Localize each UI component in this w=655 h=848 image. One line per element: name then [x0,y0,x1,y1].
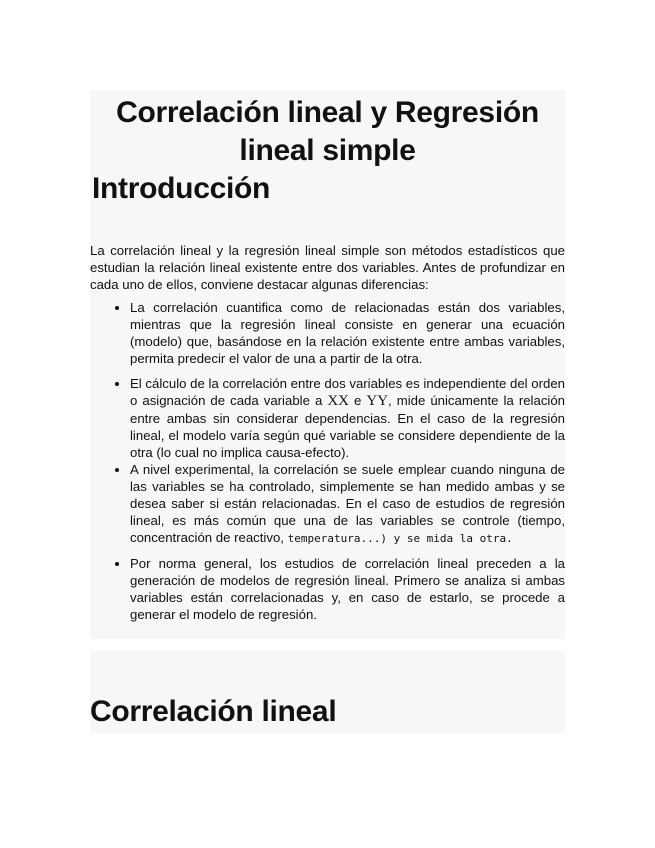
intro-paragraph: La correlación lineal y la regresión lineal simple son métodos estadísticos que estudian la relación lineal existente entre dos variables. Antes de profundizar en cada uno de ellos, conviene destacar algunas diferencias: [90,243,565,292]
list-item-text: La correlación cuantifica como de relacionadas están dos variables, mientras que la regresión lineal consiste en generar una ecuación (modelo) que, basándose en la relación existente entre ambas variables, permita predecir el valor de una a partir de la otra. [130,300,565,366]
list-item-text: El cálculo de la correlación entre dos variables es independiente del orden o asignación de cada variable a [130,376,565,408]
list-item [130,299,565,367]
differences-list [90,299,565,623]
list-item [130,555,565,623]
correlation-heading: Correlación lineal [90,695,337,728]
list-item-text: e [348,393,367,408]
list-item-text-small: temperatura...) y se mida la otra. [287,532,513,545]
variable-y: YY [366,393,389,409]
list-item [130,375,565,461]
intro-block [90,90,565,639]
correlation-block [90,651,565,733]
intro-heading: Introducción [92,172,271,205]
list-item-text: , mide únicamente la relación entre ambas sin considerar dependencias. En el caso de la regresión lineal, el modelo varía según qué variable se considere dependiente de la otra (lo cual no implica causa-efecto). [130,393,566,460]
list-item [130,461,565,547]
document-page [90,90,565,733]
list-item-text: A nivel experimental, la correlación se suele emplear cuando ninguna de las variables se ha controlado, simplemente se han medido ambas y se desea saber si están relacionadas. En el caso de estudios de regresión lineal, es más común que una de las variables se controle (tiempo, concentración de reactivo, [130,462,565,545]
list-item-text: Por norma general, los estudios de correlación lineal preceden a la generación de modelos de regresión lineal. Primero se analiza si ambas variables están correlacionadas y, en caso de estarlo, se procede a generar el modelo de regresión. [130,556,565,622]
section-gap [90,639,565,651]
page-title: Correlación lineal y Regresión lineal simple [116,96,539,167]
variable-x: XX [327,393,349,409]
